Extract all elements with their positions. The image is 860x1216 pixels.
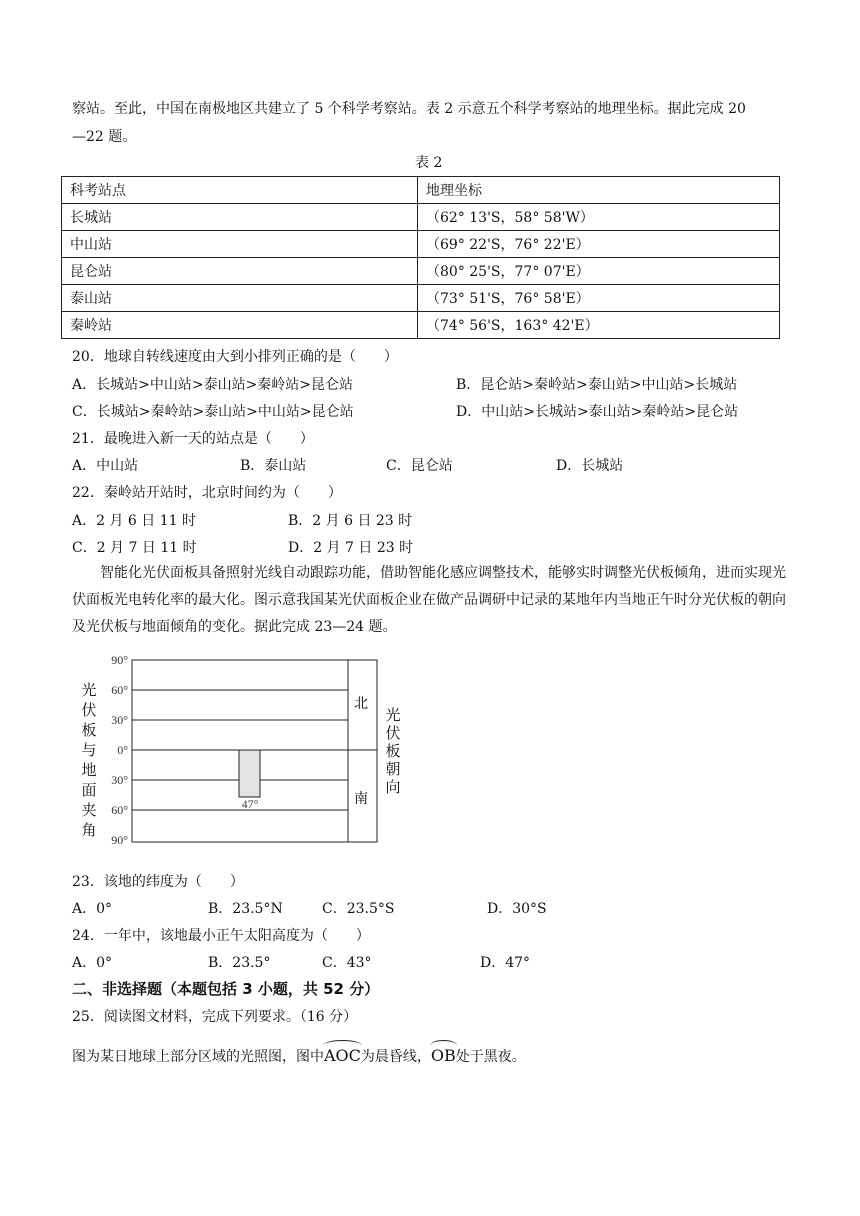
table-cell: 昆仑站 (62, 258, 418, 285)
q22-option-b: B．2 月 6 日 23 时 (288, 513, 413, 529)
q23-option-b: B．23.5°N (208, 901, 283, 917)
table-header: 地理坐标 (418, 177, 780, 204)
desc-pre: 图为某日地球上部分区域的光照图，图中 (72, 1049, 324, 1065)
vertical-char: 板 (81, 721, 97, 739)
orientation-label (384, 706, 402, 796)
south-label: 南 (354, 792, 368, 807)
q24-stem: 24．一年中，该地最小正午太阳高度为（ ） (72, 928, 370, 944)
station-table (61, 176, 780, 339)
passage-photovoltaic: 智能化光伏面板具备照射光线自动跟踪功能，借助智能化感应调整技术，能够实时调整光伏板倾角，进而实现光伏面板光电转化率的最大化。图示意我国某光伏面板企业在做产品调研中记录的某地年内当地正午时分光伏板的朝向及光伏板与地面倾角的变化。据此完成 23—24 题。 (72, 565, 786, 635)
q20-option-d: D．中山站>长城站>泰山站>秦岭站>昆仑站 (456, 404, 739, 420)
y-axis-label (80, 680, 98, 840)
tick-label: 30° (111, 713, 128, 727)
vertical-char: 板 (385, 742, 401, 760)
north-label: 北 (354, 697, 368, 712)
table-cell: （62° 13'S，58° 58'W） (418, 204, 780, 231)
section-title: 二、非选择题（本题包括 3 小题，共 52 分） (72, 980, 380, 998)
q23-option-a: A．0° (72, 901, 113, 917)
table-row (62, 312, 780, 339)
q25-stem: 25．阅读图文材料，完成下列要求。（16 分） (72, 1009, 358, 1025)
tick-label: 0° (117, 743, 128, 757)
q20-option-a: A．长城站>中山站>泰山站>秦岭站>昆仑站 (72, 377, 354, 393)
tick-label: 30° (111, 773, 128, 787)
table-row (62, 258, 780, 285)
vertical-char: 地 (81, 761, 97, 779)
q25-description (72, 1046, 526, 1066)
table-cell: （80° 25'S，77° 07'E） (418, 258, 780, 285)
vertical-char: 光 (81, 681, 97, 699)
q22-option-a: A．2 月 6 日 11 时 (72, 513, 196, 529)
q21-stem: 21．最晚进入新一天的站点是（ ） (72, 431, 314, 447)
intro-line-2: —22 题。 (72, 129, 137, 145)
table-cell: 泰山站 (62, 285, 418, 312)
q23-stem: 23．该地的纬度为（ ） (72, 874, 244, 890)
q20-option-b: B．昆仑站>秦岭站>泰山站>中山站>长城站 (456, 377, 738, 393)
q20-option-c: C．长城站>秦岭站>泰山站>中山站>昆仑站 (72, 404, 354, 420)
vertical-char: 角 (81, 821, 97, 839)
desc-mid: 为晨昏线， (360, 1049, 431, 1065)
table-row (62, 231, 780, 258)
q21-option-a: A．中山站 (72, 458, 139, 474)
q21-option-c: C．昆仑站 (386, 458, 453, 474)
table-caption: 表 2 (415, 155, 443, 171)
q22-stem: 22．秦岭站开站时，北京时间约为（ ） (72, 485, 342, 501)
arc-aoc: AOC (324, 1046, 361, 1065)
table-header: 科考站点 (62, 177, 418, 204)
vertical-char: 面 (81, 781, 97, 799)
photovoltaic-angle-figure (76, 650, 386, 850)
q21-option-d: D．长城站 (556, 458, 624, 474)
table-cell: 长城站 (62, 204, 418, 231)
q24-option-d: D．47° (480, 955, 531, 971)
arc-ob: OB (430, 1046, 456, 1065)
table-cell: （73° 51'S，76° 58'E） (418, 285, 780, 312)
vertical-char: 夹 (81, 801, 97, 819)
q24-option-a: A．0° (72, 955, 113, 971)
q20-stem: 20．地球自转线速度由大到小排列正确的是（ ） (72, 349, 398, 365)
q24-option-c: C．43° (322, 955, 372, 971)
q21-option-b: B．泰山站 (240, 458, 307, 474)
intro-line-1: 察站。至此，中国在南极地区共建立了 5 个科学考察站。表 2 示意五个科学考察站的地理坐标。据此完成 20 (72, 101, 746, 117)
table-row (62, 204, 780, 231)
table-cell: （69° 22'S，76° 22'E） (418, 231, 780, 258)
table-cell: 中山站 (62, 231, 418, 258)
table-row (62, 285, 780, 312)
q22-option-c: C．2 月 7 日 11 时 (72, 540, 197, 556)
q22-option-d: D．2 月 7 日 23 时 (288, 540, 414, 556)
table-cell: （74° 56'S，163° 42'E） (418, 312, 780, 339)
bar-value-label: 47° (241, 797, 259, 811)
vertical-char: 向 (385, 778, 401, 796)
vertical-char: 伏 (81, 701, 97, 719)
tick-label: 90° (111, 833, 128, 847)
tick-label: 60° (111, 803, 128, 817)
table-cell: 秦岭站 (62, 312, 418, 339)
q24-option-b: B．23.5° (208, 955, 271, 971)
desc-post: 处于黑夜。 (455, 1049, 526, 1065)
vertical-char: 朝 (385, 760, 401, 778)
tick-label: 90° (111, 653, 128, 667)
table-header-row (62, 177, 780, 204)
tick-label: 60° (111, 683, 128, 697)
vertical-char: 伏 (385, 724, 401, 742)
vertical-char: 光 (385, 706, 401, 724)
q23-option-d: D．30°S (487, 901, 547, 917)
angle-bar (239, 750, 260, 797)
q23-option-c: C．23.5°S (322, 901, 395, 917)
vertical-char: 与 (81, 741, 97, 759)
